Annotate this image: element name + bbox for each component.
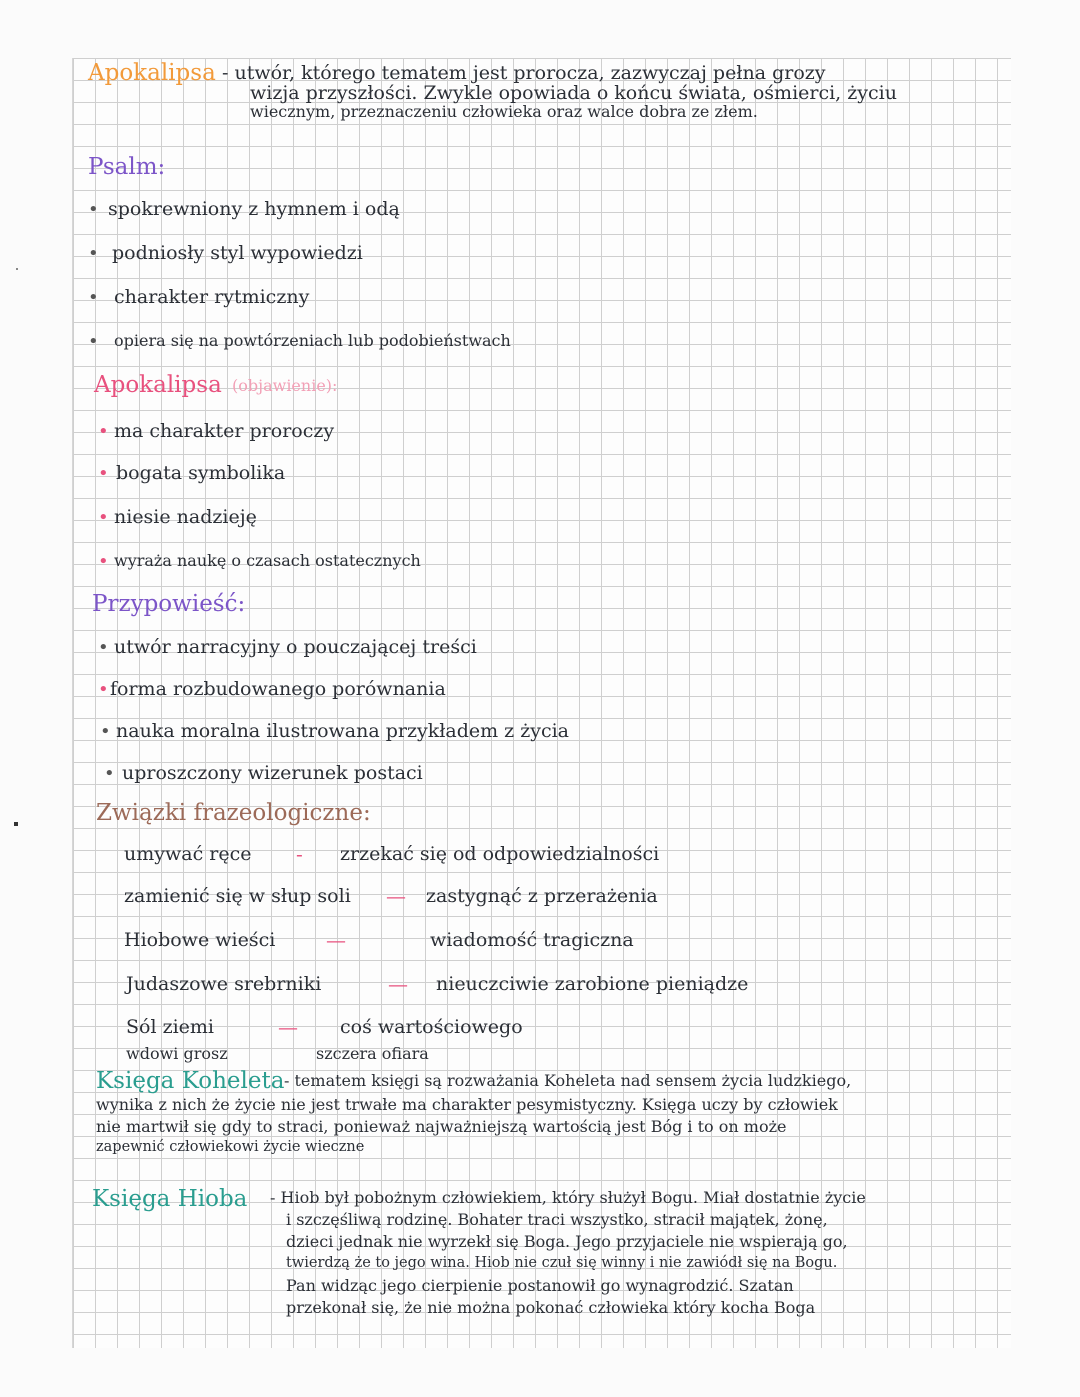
- bullet-icon: •: [104, 763, 115, 784]
- psalm-item-2: podniosły styl wypowiedzi: [112, 242, 363, 264]
- bullet-icon: •: [100, 721, 111, 742]
- margin-dot: [14, 822, 18, 826]
- phrase-meaning-5: coś wartościowego: [340, 1016, 523, 1038]
- phrase-dash-2: —: [386, 884, 406, 908]
- koheleth-line4: zapewnić człowiekowi życie wieczne: [96, 1139, 365, 1155]
- phrase-meaning-2: zastygnąć z przerażenia: [426, 885, 658, 907]
- phrase-1: umywać ręce: [124, 843, 252, 865]
- job-line6: przekonał się, że nie można pokonać człowieka który kocha Boga: [286, 1298, 816, 1317]
- apocalypse-term: Apokalipsa: [88, 60, 216, 86]
- bullet-icon: •: [98, 637, 109, 658]
- phrase-dash-4: —: [388, 972, 408, 996]
- parable-item-1: utwór narracyjny o pouczającej treści: [114, 636, 477, 658]
- apocalypse-item-4: wyraża naukę o czasach ostatecznych: [114, 551, 421, 570]
- job-line2: i szczęśliwą rodzinę. Bohater traci wszystko, stracił majątek, żonę,: [286, 1210, 828, 1229]
- bullet-icon: •: [88, 199, 99, 220]
- job-title: Księga Hioba: [92, 1186, 248, 1212]
- bullet-icon: •: [98, 551, 109, 572]
- koheleth-line2: wynika z nich że życie nie jest trwałe ma charakter pesymistyczny. Księga uczy by człowiek: [96, 1095, 838, 1114]
- parable-item-3: nauka moralna ilustrowana przykładem z życia: [116, 720, 570, 742]
- apocalypse-def-line2: wizja przyszłości. Zwykle opowiada o końcu świata, ośmierci, życiu: [250, 82, 897, 104]
- parable-heading: Przypowieść:: [92, 591, 246, 617]
- koheleth-line1: - tematem księgi są rozważania Koheleta nad sensem życia ludzkiego,: [284, 1071, 852, 1090]
- apocalypse-item-2: bogata symbolika: [116, 462, 286, 484]
- bullet-icon: •: [88, 287, 99, 308]
- apocalypse-item-3: niesie nadzieję: [114, 506, 257, 528]
- koheleth-title: Księga Koheleta: [96, 1068, 285, 1094]
- bullet-icon: •: [98, 679, 109, 700]
- job-line4: twierdzą że to jego wina. Hiob nie czuł się winny i nie zawiódł się na Bogu.: [286, 1255, 838, 1271]
- psalm-heading: Psalm:: [88, 154, 166, 180]
- psalm-item-3: charakter rytmiczny: [114, 286, 310, 308]
- koheleth-line3: nie martwił się gdy to straci, ponieważ najważniejszą wartością jest Bóg i to on może: [96, 1117, 787, 1136]
- apocalypse-def-line3: wiecznym, przeznaczeniu człowieka oraz walce dobra ze złem.: [250, 102, 758, 121]
- phrase-4: Judaszowe srebrniki: [126, 973, 322, 995]
- job-line1: - Hiob był pobożnym człowiekiem, który służył Bogu. Miał dostatnie życie: [270, 1188, 866, 1207]
- apocalypse-item-1: ma charakter proroczy: [114, 420, 335, 442]
- phrase-dash-3: —: [326, 928, 346, 952]
- phrase-meaning-6: szczera ofiara: [316, 1044, 429, 1063]
- bullet-icon: •: [88, 331, 99, 352]
- phrase-5: Sól ziemi: [126, 1016, 214, 1038]
- apocalypse-heading: Apokalipsa: [94, 372, 222, 398]
- job-line5: Pan widząc jego cierpienie postanowił go wynagrodzić. Szatan: [286, 1276, 794, 1295]
- psalm-item-4: opiera się na powtórzeniach lub podobieństwach: [114, 331, 511, 350]
- apocalypse-def-line1: - utwór, którego tematem jest prorocza, zazwyczaj pełna grozy: [222, 62, 826, 84]
- bullet-icon: •: [98, 463, 109, 484]
- phrase-3: Hiobowe wieści: [124, 929, 276, 951]
- parable-item-2: forma rozbudowanego porównania: [110, 678, 446, 700]
- bullet-icon: •: [98, 421, 109, 442]
- phrase-dash-1: -: [296, 842, 303, 866]
- phrase-dash-5: —: [278, 1015, 298, 1039]
- phrase-2: zamienić się w słup soli: [124, 885, 351, 907]
- job-line3: dzieci jednak nie wyrzekł się Boga. Jego przyjaciele nie wspierają go,: [286, 1232, 848, 1251]
- bullet-icon: •: [98, 507, 109, 528]
- bullet-icon: •: [88, 243, 99, 264]
- phrase-meaning-4: nieuczciwie zarobione pieniądze: [436, 973, 749, 995]
- psalm-item-1: spokrewniony z hymnem i odą: [108, 198, 400, 220]
- phrase-meaning-3: wiadomość tragiczna: [430, 929, 634, 951]
- apocalypse-subheading: (objawienie):: [232, 376, 338, 395]
- phrase-meaning-1: zrzekać się od odpowiedzialności: [340, 843, 660, 865]
- phrases-heading: Związki frazeologiczne:: [96, 800, 371, 826]
- phrase-6: wdowi grosz: [126, 1044, 228, 1063]
- parable-item-4: uproszczony wizerunek postaci: [122, 762, 423, 784]
- margin-dot: [16, 268, 18, 270]
